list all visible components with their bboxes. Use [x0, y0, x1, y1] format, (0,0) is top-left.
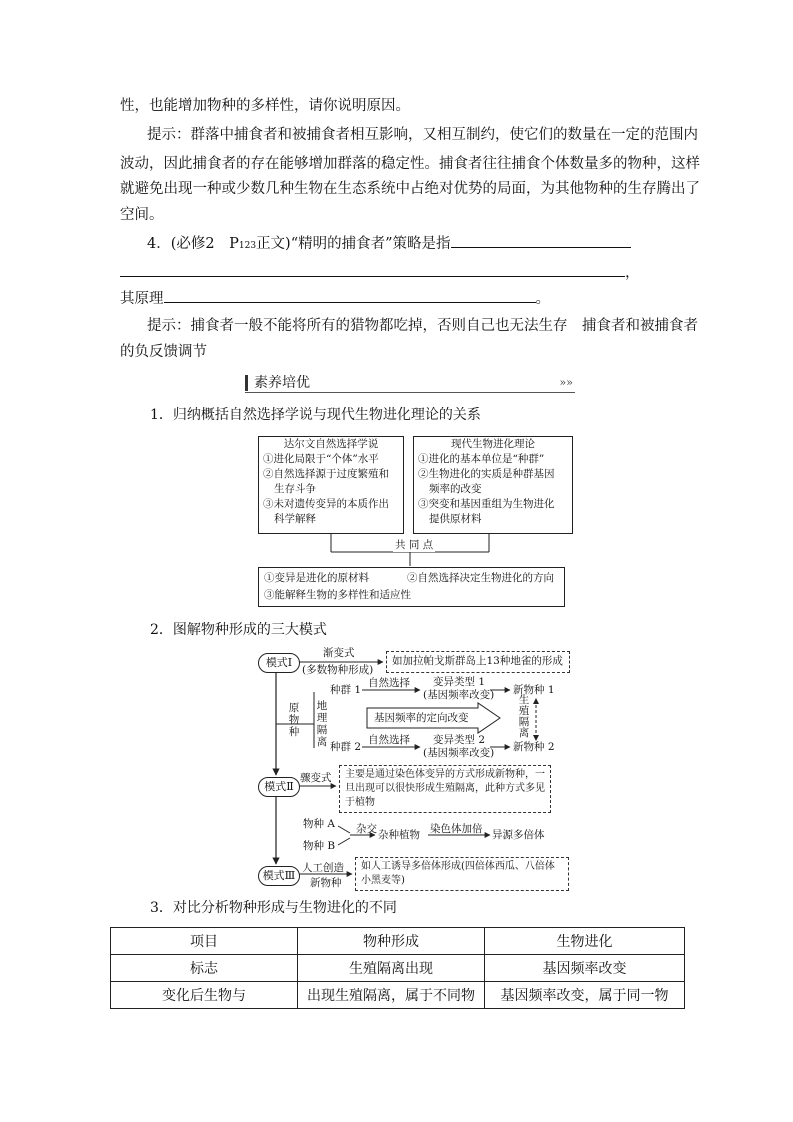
variation-2-sub: (基因频率改变) — [423, 747, 495, 759]
artificial-note: 如人工诱导多倍体形成(四倍体西瓜、八倍体小黑麦等) — [355, 857, 569, 891]
abrupt-note: 主要是通过染色体变异的方式形成新物种，一旦出现可以很快形成生殖隔离，此种方式多见于植物 — [339, 765, 551, 813]
modern-line: ①进化的基本单位是“种群” — [418, 453, 545, 465]
table-header: 生物进化 — [485, 928, 685, 955]
darwin-line: ③未对遗传变异的本质作出 — [263, 498, 389, 510]
hint-text: 捕食者一般不能将所有的猎物都吃掉，否则自己也无法生存 捕食者和被捕食者 — [190, 318, 698, 334]
hint-line: 就避免出现一种或少数几种生物在生态系统中占绝对优势的局面，为其他物种的生存腾出了 — [120, 181, 700, 197]
table-row — [111, 955, 685, 982]
q4-suffix: 正文)“精明的捕食者”策略是指 — [256, 236, 451, 252]
artificial-label: 人工创造 — [302, 862, 344, 874]
modern-line: ③突变和基因重组为生物进化 — [418, 498, 555, 510]
modern-line: 提供原材料 — [429, 513, 482, 525]
modern-line: 频率的改变 — [429, 483, 482, 495]
darwin-line: 科学解释 — [274, 513, 316, 525]
abrupt-label: 骤变式 — [300, 772, 332, 784]
q4-page: 123 — [238, 241, 257, 251]
chromosome-doubling: 染色体加倍 — [430, 823, 483, 835]
q4-hint-line: 的负反馈调节 — [120, 344, 207, 360]
darwin-line: 生存斗争 — [274, 483, 316, 495]
common-point: ①变异是进化的原材料 — [264, 572, 369, 584]
species-b: 物种 B — [303, 840, 336, 852]
hint-line: 空间。 — [120, 207, 164, 223]
variation-2: 变异类型 2 — [433, 734, 486, 746]
hint-label: 提示： — [147, 127, 191, 143]
hybrid-label: 杂交 — [356, 823, 377, 835]
pop1-label: 种群 1 — [330, 684, 362, 696]
variation-1: 变异类型 1 — [433, 676, 486, 688]
mode1-oval: 模式Ⅰ — [258, 653, 300, 673]
natural-selection-1: 自然选择 — [368, 677, 410, 689]
darwin-line: ①进化局限于“个体”水平 — [263, 453, 379, 465]
repro-isolation-label: 生殖隔离 — [518, 694, 530, 739]
table-cell: 生殖隔离出现 — [298, 955, 485, 982]
darwin-header: 达尔文自然选择学说 — [283, 438, 379, 450]
chevron-right-icon: »» — [559, 376, 573, 389]
table-header: 物种形成 — [298, 928, 485, 955]
table-cell: 基因频率改变，属于同一物 — [485, 982, 685, 1009]
gradual-sub: (多数物种形成) — [302, 664, 374, 676]
item3-title: 3．对比分析物种形成与生物进化的不同 — [150, 900, 397, 916]
modern-header: 现代生物进化理论 — [451, 438, 535, 450]
modern-line: ②生物进化的实质是种群基因 — [418, 468, 555, 480]
table-cell: 出现生殖隔离，属于不同物 — [298, 982, 485, 1009]
gradual-label: 渐变式 — [323, 647, 355, 659]
hint-text: 群落中捕食者和被捕食者相互影响，又相互制约，使它们的数量在一定的范围内 — [190, 127, 698, 143]
hybrid-plant: 杂种植物 — [378, 829, 420, 841]
q4-period: 。 — [535, 291, 550, 307]
q4-prefix: 4．(必修2 P — [147, 236, 239, 252]
variation-1-sub: (基因频率改变) — [423, 689, 495, 701]
new-species-2: 新物种 2 — [513, 741, 555, 753]
mode3-oval: 模式Ⅲ — [258, 866, 300, 886]
pop2-label: 种群 2 — [330, 741, 362, 753]
mode2-oval: 模式Ⅱ — [258, 777, 300, 797]
table-header-row — [111, 928, 685, 955]
item2-title: 2．图解物种形成的三大模式 — [150, 622, 327, 638]
table-cell: 基因频率改变 — [485, 955, 685, 982]
section-title: 素养培优 — [254, 375, 310, 391]
galapagos-note: 如加拉帕戈斯群岛上13种地雀的形成 — [386, 651, 570, 673]
common-point: ②自然选择决定生物进化的方向 — [407, 572, 554, 584]
comparison-table — [110, 927, 685, 1009]
table-header: 项目 — [111, 928, 298, 955]
table-cell: 标志 — [111, 955, 298, 982]
item1-title: 1．归纳概括自然选择学说与现代生物进化理论的关系 — [150, 407, 481, 423]
common-point: ③能解释生物的多样性和适应性 — [264, 589, 411, 601]
table-cell: 变化后生物与 — [111, 982, 298, 1009]
new-species-1: 新物种 1 — [513, 684, 555, 696]
species-a: 物种 A — [303, 818, 335, 830]
hint-label: 提示： — [147, 318, 191, 334]
q4-comma: ， — [625, 265, 640, 281]
principle-label: 其原理 — [120, 291, 164, 307]
orig-species-label: 原物种 — [288, 702, 300, 738]
artificial-sub: 新物种 — [310, 877, 342, 889]
table-row — [111, 982, 685, 1009]
common-label: 共 同 点 — [395, 539, 434, 551]
natural-selection-2: 自然选择 — [368, 734, 410, 746]
intro-line: 性，也能增加物种的多样性，请你说明原因。 — [120, 98, 410, 114]
hint-line: 波动，因此捕食者的存在能够增加群落的稳定性。捕食者往往捕食个体数量多的物种，这样 — [120, 156, 700, 172]
directed-change-label: 基因频率的定向改变 — [374, 712, 469, 724]
darwin-line: ②自然选择源于过度繁殖和 — [263, 468, 389, 480]
polyploid-label: 异源多倍体 — [492, 829, 545, 841]
geo-isolation-label: 地理隔离 — [316, 700, 328, 748]
